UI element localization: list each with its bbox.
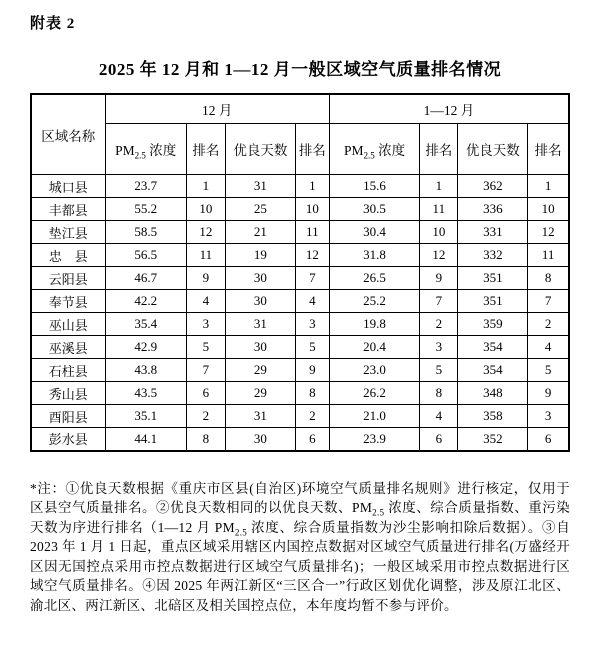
cell: 25 xyxy=(225,198,295,221)
cell: 7 xyxy=(186,359,225,382)
cell: 354 xyxy=(458,336,528,359)
cell: 30 xyxy=(225,267,295,290)
pm-subscript: 2.5 xyxy=(372,507,385,518)
cell: 10 xyxy=(528,198,569,221)
note-text: 浓度、综合质量指数为沙尘影响扣除后数据）。③自 2023 年 1 月 1 日起，重点区域采用辖区内国控点数据对区域空气质量进行排名(万盛经开区因无国控点采用市控点数据进行区域空气质量排名)；一般区域采用市控点数据进行区域空气质量排名。④因 2025 年两江新区“三区合一”行政区划优化调整，涉及原江北区、渝北区、两江新区、北碚区及相关国控点位，本年度均暂不参与评价。 xyxy=(30,519,570,614)
table-row xyxy=(31,313,569,336)
table-row xyxy=(31,221,569,244)
cell: 11 xyxy=(528,244,569,267)
cell: 1 xyxy=(295,175,329,198)
cell: 6 xyxy=(186,382,225,405)
cell: 3 xyxy=(186,313,225,336)
note-text: *注：①优良天数根据《重庆市区县(自治区)环境空气质量排名规则》进行核定，仅用于区县空气质量排名。②优良天数相同的以优良天数、PM xyxy=(30,480,570,516)
cell: 44.1 xyxy=(105,428,186,451)
pm-subscript: 2.5 xyxy=(234,527,248,538)
col-header-rank-days-dec: 排名 xyxy=(295,124,329,175)
cell: 12 xyxy=(295,244,329,267)
cell: 23.0 xyxy=(329,359,420,382)
cell: 55.2 xyxy=(105,198,186,221)
cell: 30 xyxy=(225,428,295,451)
cell: 8 xyxy=(295,382,329,405)
cell: 19.8 xyxy=(329,313,420,336)
region-name: 丰都县 xyxy=(31,198,105,221)
cell: 58.5 xyxy=(105,221,186,244)
region-name: 彭水县 xyxy=(31,428,105,451)
pm-subscript: 2.5 xyxy=(363,150,375,161)
col-header-gooddays-dec: 优良天数 xyxy=(225,124,295,175)
cell: 56.5 xyxy=(105,244,186,267)
cell: 336 xyxy=(458,198,528,221)
cell: 354 xyxy=(458,359,528,382)
cell: 362 xyxy=(458,175,528,198)
cell: 29 xyxy=(225,382,295,405)
table-row xyxy=(31,290,569,313)
col-header-pm25-dec xyxy=(105,124,186,175)
cell: 21 xyxy=(225,221,295,244)
cell: 358 xyxy=(458,405,528,428)
cell: 11 xyxy=(186,244,225,267)
cell: 25.2 xyxy=(329,290,420,313)
cell: 8 xyxy=(420,382,458,405)
table-header-group-row xyxy=(31,94,569,124)
cell: 3 xyxy=(295,313,329,336)
air-quality-ranking-table xyxy=(30,93,570,452)
cell: 2 xyxy=(186,405,225,428)
cell: 12 xyxy=(420,244,458,267)
col-header-rank-pm-dec: 排名 xyxy=(186,124,225,175)
cell: 21.0 xyxy=(329,405,420,428)
region-name: 酉阳县 xyxy=(31,405,105,428)
cell: 10 xyxy=(186,198,225,221)
cell: 15.6 xyxy=(329,175,420,198)
cell: 42.2 xyxy=(105,290,186,313)
cell: 6 xyxy=(528,428,569,451)
cell: 31 xyxy=(225,313,295,336)
cell: 4 xyxy=(420,405,458,428)
table-row xyxy=(31,175,569,198)
col-header-rank-days-annual: 排名 xyxy=(528,124,569,175)
table-row xyxy=(31,359,569,382)
cell: 30 xyxy=(225,336,295,359)
pm-subscript: 2.5 xyxy=(134,150,146,161)
table-row xyxy=(31,244,569,267)
cell: 43.5 xyxy=(105,382,186,405)
cell: 12 xyxy=(186,221,225,244)
col-group-annual: 1—12 月 xyxy=(329,94,569,124)
col-header-pm25-annual xyxy=(329,124,420,175)
cell: 3 xyxy=(420,336,458,359)
cell: 35.1 xyxy=(105,405,186,428)
cell: 1 xyxy=(420,175,458,198)
table-row xyxy=(31,198,569,221)
cell: 31 xyxy=(225,175,295,198)
table-row xyxy=(31,336,569,359)
page-title: 2025 年 12 月和 1—12 月一般区域空气质量排名情况 xyxy=(98,60,502,79)
cell: 3 xyxy=(528,405,569,428)
region-name: 石柱县 xyxy=(31,359,105,382)
region-name: 巫溪县 xyxy=(31,336,105,359)
cell: 8 xyxy=(528,267,569,290)
pm-prefix: PM xyxy=(343,143,364,158)
cell: 2 xyxy=(528,313,569,336)
cell: 2 xyxy=(420,313,458,336)
cell: 20.4 xyxy=(329,336,420,359)
table-subheader-row xyxy=(31,124,569,175)
cell: 10 xyxy=(420,221,458,244)
cell: 2 xyxy=(295,405,329,428)
cell: 10 xyxy=(295,198,329,221)
cell: 19 xyxy=(225,244,295,267)
footnotes xyxy=(30,479,570,616)
table-row xyxy=(31,405,569,428)
col-header-region: 区域名称 xyxy=(31,94,105,175)
cell: 8 xyxy=(186,428,225,451)
cell: 348 xyxy=(458,382,528,405)
pm-prefix: PM xyxy=(115,143,135,158)
cell: 352 xyxy=(458,428,528,451)
cell: 5 xyxy=(528,359,569,382)
cell: 9 xyxy=(528,382,569,405)
col-group-december: 12 月 xyxy=(105,94,329,124)
cell: 4 xyxy=(186,290,225,313)
cell: 5 xyxy=(186,336,225,359)
cell: 43.8 xyxy=(105,359,186,382)
cell: 9 xyxy=(420,267,458,290)
table-row xyxy=(31,382,569,405)
cell: 29 xyxy=(225,359,295,382)
region-name: 垫江县 xyxy=(31,221,105,244)
region-name: 秀山县 xyxy=(31,382,105,405)
cell: 351 xyxy=(458,290,528,313)
pm-suffix: 浓度 xyxy=(374,143,406,158)
cell: 6 xyxy=(420,428,458,451)
region-name: 巫山县 xyxy=(31,313,105,336)
cell: 30 xyxy=(225,290,295,313)
cell: 26.2 xyxy=(329,382,420,405)
cell: 351 xyxy=(458,267,528,290)
cell: 35.4 xyxy=(105,313,186,336)
cell: 12 xyxy=(528,221,569,244)
cell: 23.7 xyxy=(105,175,186,198)
cell: 31 xyxy=(225,405,295,428)
cell: 5 xyxy=(295,336,329,359)
cell: 46.7 xyxy=(105,267,186,290)
cell: 4 xyxy=(295,290,329,313)
cell: 331 xyxy=(458,221,528,244)
table-row xyxy=(31,267,569,290)
cell: 30.4 xyxy=(329,221,420,244)
cell: 332 xyxy=(458,244,528,267)
cell: 42.9 xyxy=(105,336,186,359)
cell: 1 xyxy=(528,175,569,198)
cell: 7 xyxy=(420,290,458,313)
region-name: 忠 县 xyxy=(31,244,105,267)
col-header-rank-pm-annual: 排名 xyxy=(420,124,458,175)
cell: 4 xyxy=(528,336,569,359)
cell: 23.9 xyxy=(329,428,420,451)
table-row xyxy=(31,428,569,451)
appendix-label: 附表 2 xyxy=(30,16,76,32)
cell: 5 xyxy=(420,359,458,382)
note-text: 浓度、综合质量指数、重污染天数为序进行排名（1—12 月 PM xyxy=(30,500,571,535)
cell: 7 xyxy=(528,290,569,313)
region-name: 城口县 xyxy=(31,175,105,198)
cell: 7 xyxy=(295,267,329,290)
cell: 359 xyxy=(458,313,528,336)
region-name: 云阳县 xyxy=(31,267,105,290)
cell: 11 xyxy=(295,221,329,244)
cell: 26.5 xyxy=(329,267,420,290)
region-name: 奉节县 xyxy=(31,290,105,313)
cell: 30.5 xyxy=(329,198,420,221)
cell: 6 xyxy=(295,428,329,451)
col-header-gooddays-annual: 优良天数 xyxy=(458,124,528,175)
cell: 9 xyxy=(186,267,225,290)
cell: 1 xyxy=(186,175,225,198)
cell: 9 xyxy=(295,359,329,382)
pm-suffix: 浓度 xyxy=(145,143,177,158)
cell: 31.8 xyxy=(329,244,420,267)
cell: 11 xyxy=(420,198,458,221)
